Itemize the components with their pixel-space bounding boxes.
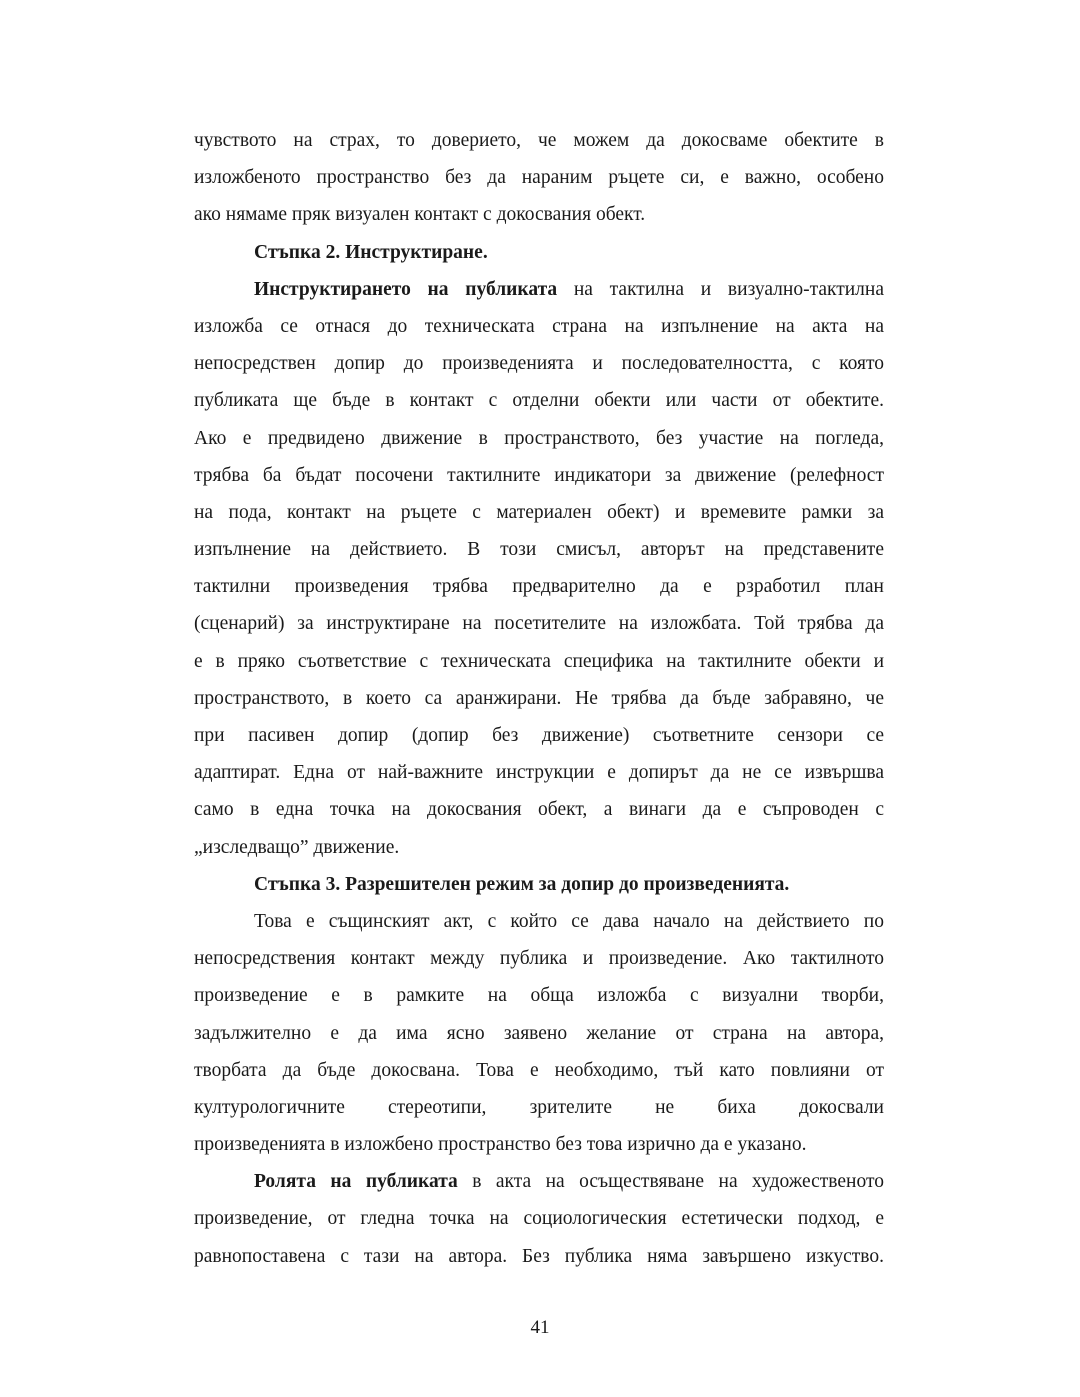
text-line: Инструктирането на публиката на тактилна и визуално-тактилна bbox=[254, 278, 885, 300]
text-line: творбата да бъде докосвана. Това е необходимо, тъй като повлияни от bbox=[194, 1059, 884, 1081]
text-line: изложба се отнася до техническата страна на изпълнение на акта на bbox=[194, 315, 884, 337]
text-line: произведенията в изложбено пространство без това изрично да е указано. bbox=[194, 1134, 807, 1156]
text-line: изпълнение на действието. В този смисъл, авторът на представените bbox=[194, 539, 884, 561]
text-line: адаптират. Една от най-важните инструкции е допирът да не се извършва bbox=[194, 762, 884, 784]
bold-term: Ролята на публиката bbox=[254, 1171, 458, 1193]
text-line: непосредствения контакт между публика и произведение. Ако тактилното bbox=[194, 948, 884, 970]
bold-term: Инструктирането на публиката bbox=[254, 278, 558, 300]
text-line: пространството, в което са аранжирани. Не трябва да бъде забравяно, че bbox=[194, 687, 884, 709]
text-line: на пода, контакт на ръцете с материален обект) и времевите рамки за bbox=[194, 501, 884, 523]
text-line: Ролята на публиката в акта на осъществяване на художественото bbox=[254, 1171, 884, 1193]
text-line: Ако е предвидено движение в пространството, без участие на погледа, bbox=[194, 427, 884, 449]
text-line: ако нямаме пряк визуален контакт с докосвания обект. bbox=[194, 204, 646, 226]
text-line: тактилни произведения трябва предварително да е рзработил план bbox=[194, 576, 884, 598]
step-3-heading: Стъпка 3. Разрешителен режим за допир до произведенията. bbox=[254, 873, 790, 895]
text-line: при пасивен допир (допир без движение) съответните сензори се bbox=[194, 725, 884, 746]
text-line: Това е същинският акт, с който се дава начало на действието по bbox=[254, 910, 884, 932]
text-line: трябва ба бъдат посочени тактилните индикатори за движение (релефност bbox=[194, 464, 884, 486]
text-line: публиката ще бъде в контакт с отделни обекти или части от обектите. bbox=[194, 390, 884, 412]
text-line: произведение е в рамките на обща изложба с визуални творби, bbox=[194, 985, 884, 1007]
page-number: 41 bbox=[530, 1317, 550, 1338]
text-line: изложбеното пространство без да нараним ръцете си, е важно, особено bbox=[194, 167, 884, 189]
text-line: „изследващо” движение. bbox=[194, 836, 400, 858]
step-2-heading: Стъпка 2. Инструктиране. bbox=[254, 241, 488, 263]
text-line: (сценарий) за инструктиране на посетителите на изложбата. Той трябва да bbox=[194, 613, 884, 635]
text-line: задължително е да има ясно заявено желание от страна на автора, bbox=[194, 1022, 884, 1044]
text-line: непосредствен допир до произведенията и последователността, с която bbox=[194, 353, 884, 375]
text-line: равнопоставена с тази на автора. Без публика няма завършено изкуство. bbox=[194, 1245, 884, 1267]
body-text bbox=[194, 122, 884, 1275]
text-line: чувството на страх, то доверието, че можем да докосваме обектите в bbox=[194, 130, 884, 151]
text-line: е в пряко съответствие с техническата специфика на тактилните обекти и bbox=[194, 650, 884, 672]
text-line: само в една точка на докосвания обект, а винаги да е съпроводен с bbox=[194, 799, 884, 821]
text-line: културологичните стереотипи, зрителите не биха докосвали bbox=[194, 1096, 884, 1118]
text-line: произведение, от гледна точка на социологическия естетически подход, е bbox=[194, 1208, 884, 1230]
